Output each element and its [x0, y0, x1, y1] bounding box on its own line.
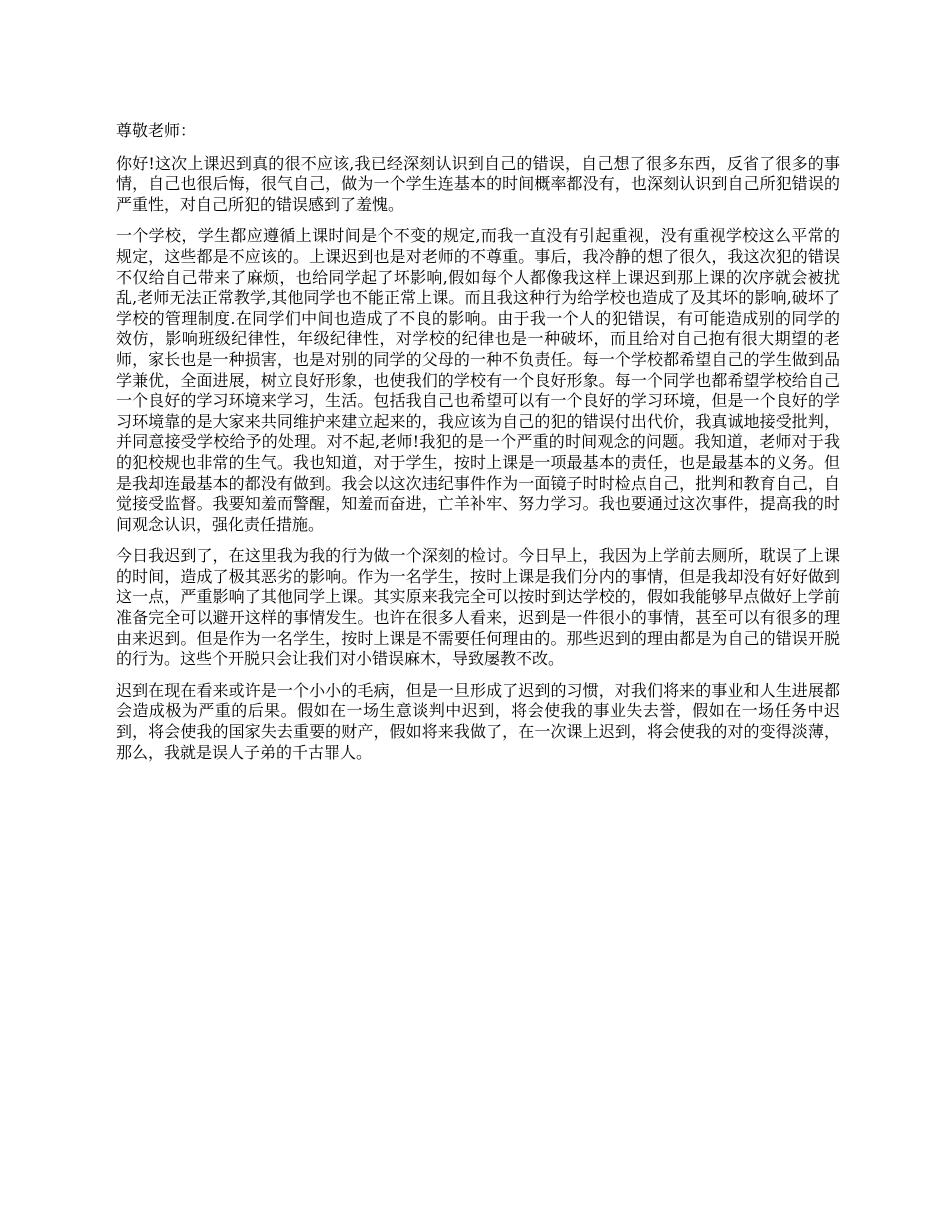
letter-body: [116, 121, 840, 774]
paragraph-4: 迟到在现在看来或许是一个小小的毛病，但是一旦形成了迟到的习惯，对我们将来的事业和人生进展都会造成极为严重的后果。假如在一场生意谈判中迟到，将会使我的事业失去誉，假如在一场任务中迟到，将会使我的国家失去重要的财产，假如将来我做了，在一次课上迟到，将会使我的对的变得淡薄，那么，我就是误人子弟的千古罪人。: [116, 680, 840, 762]
paragraph-3: 今日我迟到了，在这里我为我的行为做一个深刻的检讨。今日早上，我因为上学前去厕所，耽误了上课的时间，造成了极其恶劣的影响。作为一名学生，按时上课是我们分内的事情，但是我却没有好好做到这一点，严重影响了其他同学上课。其实原来我完全可以按时到达学校的，假如我能够早点做好上学前准备完全可以避开这样的事情发生。也许在很多人看来，迟到是一件很小的事情，甚至可以有很多的理由来迟到。但是作为一名学生，按时上课是不需要任何理由的。那些迟到的理由都是为自己的错误开脱的行为。这些个开脱只会让我们对小错误麻木，导致屡教不改。: [116, 546, 840, 669]
paragraph-2: 一个学校，学生都应遵循上课时间是个不变的规定,而我一直没有引起重视，没有重视学校这么平常的规定，这些都是不应该的。上课迟到也是对老师的不尊重。事后，我冷静的想了很久，我这次犯的错误不仅给自己带来了麻烦，也给同学起了坏影响,假如每个人都像我这样上课迟到那上课的次序就会被扰乱,老师无法正常教学,其他同学也不能正常上课。而且我这种行为给学校也造成了及其坏的影响,破坏了学校的管理制度.在同学们中间也造成了不良的影响。由于我一个人的犯错误，有可能造成别的同学的效仿，影响班级纪律性，年级纪律性，对学校的纪律也是一种破坏，而且给对自己抱有很大期望的老师，家长也是一种损害，也是对别的同学的父母的一种不负责任。每一个学校都希望自己的学生做到品学兼优，全面进展，树立良好形象，也使我们的学校有一个良好形象。每一个同学也都希望学校给自己一个良好的学习环境来学习，生活。包括我自己也希望可以有一个良好的学习环境，但是一个良好的学习环境靠的是大家来共同维护来建立起来的，我应该为自己的犯的错误付出代价，我真诚地接受批判，并同意接受学校给予的处理。对不起,老师!我犯的是一个严重的时间观念的问题。我知道，老师对于我的犯校规也非常的生气。我也知道，对于学生，按时上课是一项最基本的责任，也是最基本的义务。但是我却连最基本的都没有做到。我会以这次违纪事件作为一面镜子时时检点自己，批判和教育自己，自觉接受监督。我要知羞而警醒，知羞而奋进，亡羊补牢、努力学习。我也要通过这次事件，提高我的时间观念认识，强化责任措施。: [116, 226, 840, 534]
salutation: 尊敬老师：: [116, 121, 197, 140]
paragraph-1: 你好!这次上课迟到真的很不应该,我已经深刻认识到自己的错误，自己想了很多东西，反省了很多的事情，自己也很后悔，很气自己，做为一个学生连基本的时间概率都没有，也深刻认识到自己所犯错误的严重性，对自己所犯的错误感到了羞愧。: [116, 153, 840, 214]
